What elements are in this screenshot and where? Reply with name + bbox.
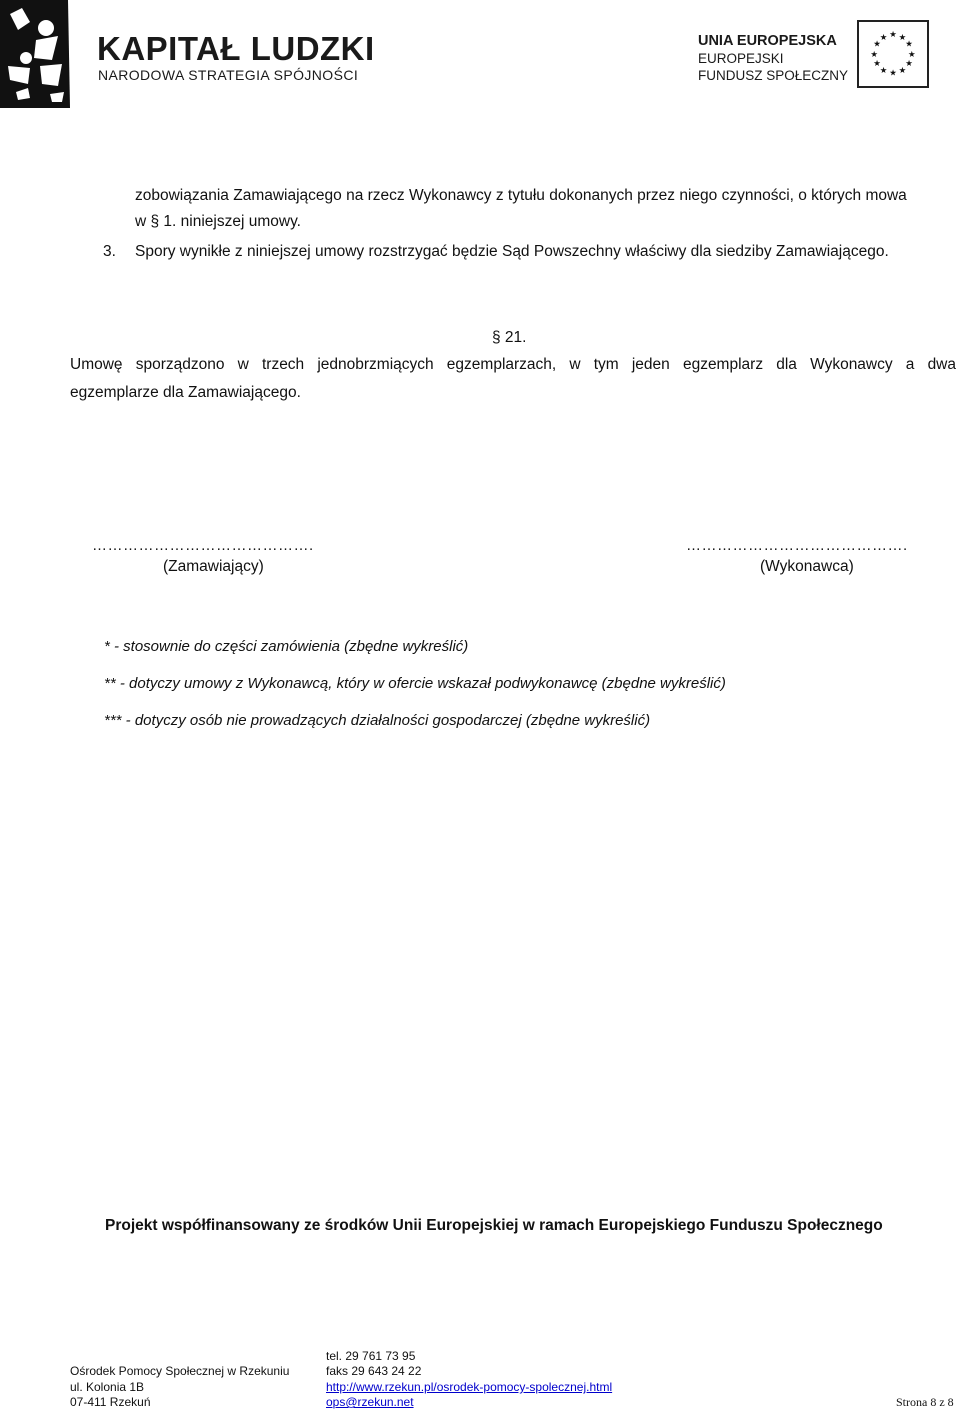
svg-text:★: ★ [905,38,913,49]
signature-label-zamawiajacy: (Zamawiający) [163,558,264,575]
paragraph-continuation-line-2: w § 1. niniejszej umowy. [135,213,301,230]
eu-line-1: UNIA EUROPEJSKA [697,33,837,49]
org-name: Ośrodek Pomocy Społecznej w Rzekuniu [70,1364,290,1378]
contact-tel: tel. 29 761 73 95 [326,1349,416,1363]
eu-logo-text [698,33,848,84]
funding-note: Projekt współfinansowany ze środków Unii Europejskiej w ramach Europejskiego Funduszu Społecznego [105,1217,883,1234]
eu-line-3: FUNDUSZ SPOŁECZNY [697,68,848,83]
footnote-3: *** - dotyczy osób nie prowadzących działalności gospodarczej (zbędne wykreślić) [104,712,651,729]
org-street: ul. Kolonia 1B [70,1380,145,1394]
email-link[interactable]: ops@rzekun.net [326,1395,414,1409]
signature-line-right: ……………………………………. [686,537,908,554]
kapital-ludzki-logo-icon [0,0,90,108]
item-3-text: Spory wynikłe z niniejszej umowy rozstrzygać będzie Sąd Powszechny właściwy dla siedziby Zamawiającego. [135,243,889,260]
eu-line-2: EUROPEJSKI [697,51,784,66]
signature-line-left: ……………………………………. [92,537,314,554]
program-subtitle: NARODOWA STRATEGIA SPÓJNOŚCI [98,67,359,83]
eu-flag-icon [857,20,929,88]
svg-text:★: ★ [908,48,916,59]
org-city: 07-411 Rzekuń [70,1395,151,1409]
section-text-line-1: Umowę sporządzono w trzech jednobrzmiących egzemplarzach, w tym jeden egzemplarz dla Wykonawcy a dwa [70,356,956,373]
svg-text:★: ★ [873,38,881,49]
svg-text:★: ★ [879,64,888,75]
svg-text:★: ★ [898,64,907,75]
item-3-number: 3. [103,243,116,260]
svg-text:★: ★ [879,31,888,42]
website-link[interactable]: http://www.rzekun.pl/osrodek-pomocy-spolecznej.html [326,1380,613,1394]
svg-text:★: ★ [873,58,881,69]
paragraph-continuation-line-1: zobowiązania Zamawiającego na rzecz Wykonawcy z tytułu dokonanych przez niego czynności, o których mowa [135,187,907,204]
svg-text:★: ★ [905,58,913,69]
program-title: KAPITAŁ LUDZKI [97,30,375,67]
contact-fax: faks 29 643 24 22 [326,1364,422,1378]
svg-text:★: ★ [889,29,897,40]
signature-label-wykonawca: (Wykonawca) [760,558,854,575]
page-number: Strona 8 z 8 [896,1395,954,1409]
footnote-2: ** - dotyczy umowy z Wykonawcą, który w ofercie wskazał podwykonawcę (zbędne wykreślić) [104,675,726,692]
footnote-1: * - stosownie do części zamówienia (zbędne wykreślić) [104,638,469,655]
section-heading: § 21. [492,329,527,346]
svg-text:★: ★ [889,67,897,78]
svg-text:★: ★ [898,31,907,42]
svg-text:★: ★ [870,48,878,59]
section-text-line-2: egzemplarze dla Zamawiającego. [70,384,301,401]
